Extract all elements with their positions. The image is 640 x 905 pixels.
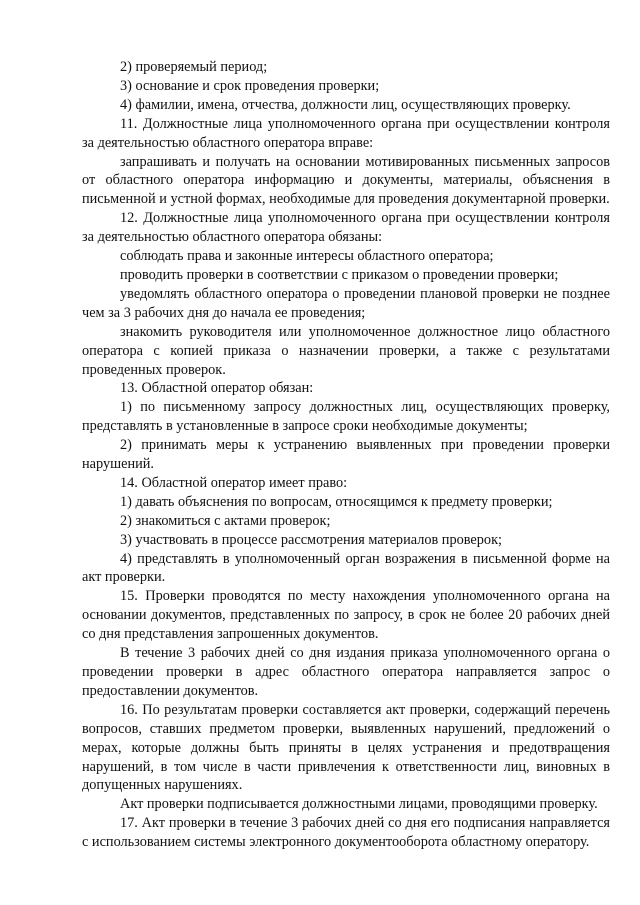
- paragraph: запрашивать и получать на основании мотивированных письменных запросов от областного оператора информацию и документы, материалы, объяснения в письменной и устной формах, необходимые для проведения документарной проверки.: [82, 153, 610, 208]
- paragraph: 13. Областной оператор обязан:: [120, 380, 314, 397]
- paragraph: 1) по письменному запросу должностных лиц, осуществляющих проверку, представлять в установленные в запросе сроки необходимые документы;: [82, 399, 610, 435]
- paragraph: 2) принимать меры к устранению выявленных при проведении проверки нарушений.: [82, 437, 610, 473]
- paragraph: 4) фамилии, имена, отчества, должности лиц, осуществляющих проверку.: [120, 96, 571, 113]
- paragraph: 16. По результатам проверки составляется акт проверки, содержащий перечень вопросов, ставших предметом проверки, выявленных нарушений, предложений о мерах, которые должны быть приняты в целях устранения и предотвращения нарушений, в том числе в части привлечения к ответственности лиц, виновных в допущенных нарушениях.: [82, 701, 610, 794]
- paragraph: В течение 3 рабочих дней со дня издания приказа уполномоченного органа о проведении проверки в адрес областного оператора направляется запрос о предоставлении документов.: [82, 645, 610, 699]
- paragraph: Акт проверки подписывается должностными лицами, проводящими проверку.: [120, 796, 598, 813]
- paragraph: уведомлять областного оператора о проведении плановой проверки не позднее чем за 3 рабочих дня до начала ее проведения;: [82, 285, 610, 321]
- paragraph: 17. Акт проверки в течение 3 рабочих дней со дня его подписания направляется с использованием системы электронного документооборота областному оператору.: [82, 815, 610, 851]
- paragraph: 3) основание и срок проведения проверки;: [120, 77, 380, 94]
- paragraph: 15. Проверки проводятся по месту нахождения уполномоченного органа на основании документов, представленных по запросу, в срок не более 20 рабочих дней со дня представления запрошенных документов.: [82, 588, 610, 643]
- paragraph: 2) знакомиться с актами проверок;: [120, 512, 331, 529]
- document-body: [82, 58, 610, 852]
- paragraph: 12. Должностные лица уполномоченного органа при осуществлении контроля за деятельностью областного оператора обязаны:: [82, 210, 610, 246]
- paragraph: проводить проверки в соответствии с приказом о проведении проверки;: [120, 266, 559, 283]
- paragraph: соблюдать права и законные интересы областного оператора;: [120, 248, 494, 265]
- paragraph: 11. Должностные лица уполномоченного органа при осуществлении контроля за деятельностью областного оператора вправе:: [82, 115, 610, 151]
- paragraph: знакомить руководителя или уполномоченное должностное лицо областного оператора с копией приказа о назначении проверки, а также с результатами проведенных проверок.: [82, 323, 610, 378]
- paragraph: 3) участвовать в процессе рассмотрения материалов проверок;: [120, 531, 502, 548]
- paragraph: 14. Областной оператор имеет право:: [120, 474, 348, 491]
- paragraph: 1) давать объяснения по вопросам, относящимся к предмету проверки;: [120, 493, 553, 510]
- paragraph: 2) проверяемый период;: [120, 59, 268, 75]
- paragraph: 4) представлять в уполномоченный орган возражения в письменной форме на акт проверки.: [82, 550, 610, 586]
